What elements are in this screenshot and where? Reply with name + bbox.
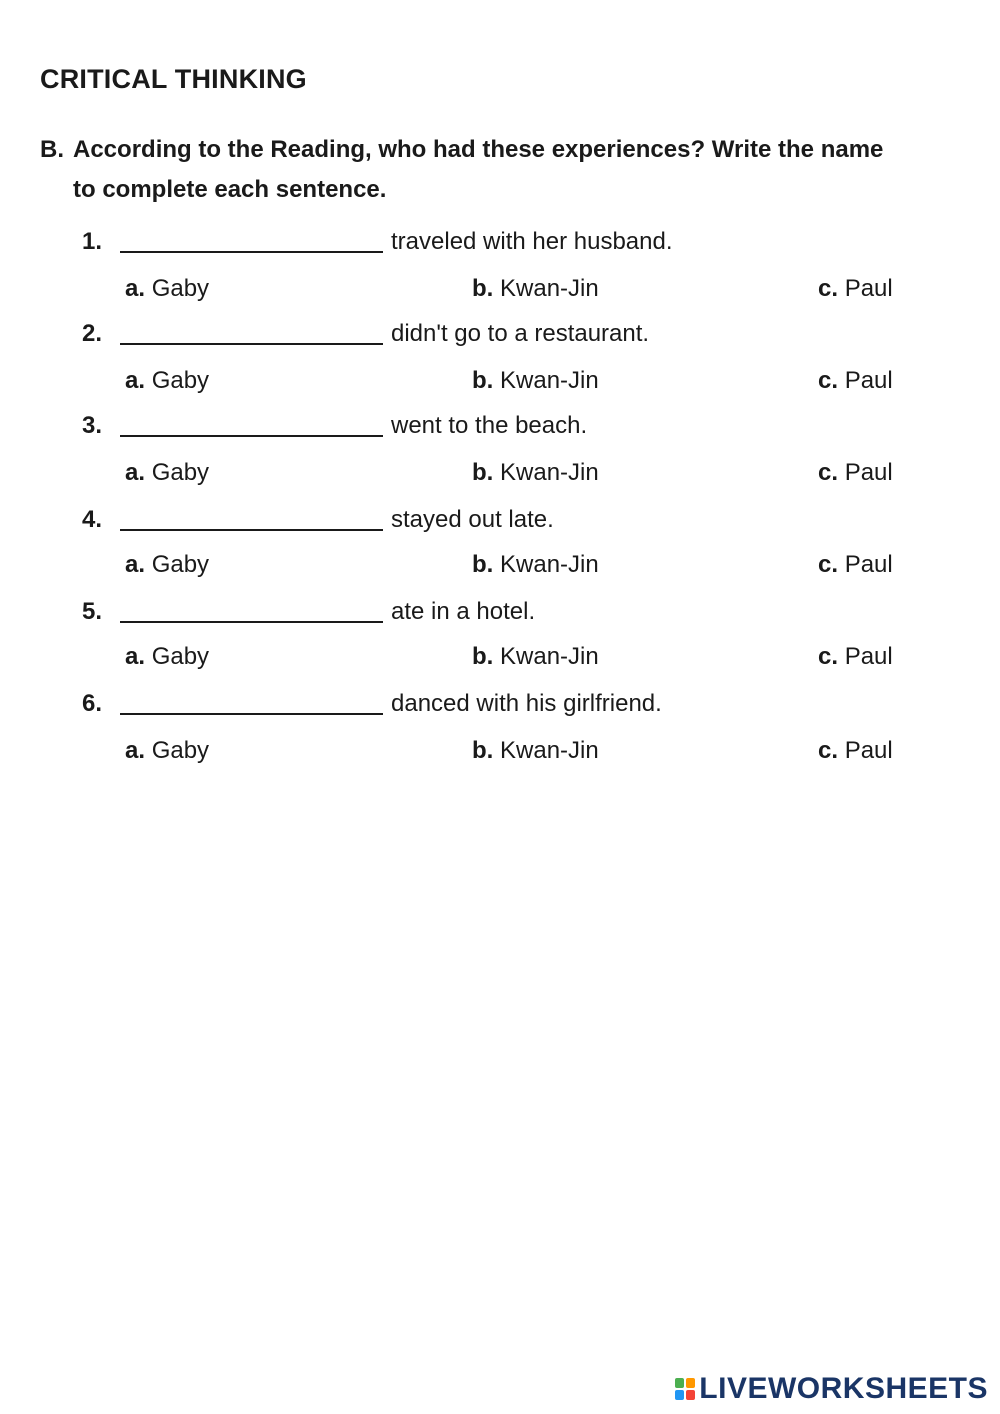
option-b[interactable] xyxy=(472,274,599,304)
option-text: Kwan-Jin xyxy=(500,459,599,486)
option-a[interactable] xyxy=(125,366,209,396)
option-letter: b. xyxy=(472,551,494,578)
option-text: Kwan-Jin xyxy=(500,367,599,394)
page-title: CRITICAL THINKING xyxy=(40,64,307,94)
option-letter: a. xyxy=(125,367,146,394)
question-stem: traveled with her husband. xyxy=(391,228,673,255)
option-letter: b. xyxy=(472,643,494,670)
logo-grid-icon xyxy=(675,1378,695,1400)
option-text: Gaby xyxy=(151,459,210,486)
option-b[interactable] xyxy=(472,736,599,766)
answer-blank[interactable] xyxy=(120,621,383,623)
option-text: Paul xyxy=(844,367,893,394)
option-letter: c. xyxy=(818,551,839,578)
option-a[interactable] xyxy=(125,458,209,488)
option-b[interactable] xyxy=(472,642,599,672)
liveworksheets-logo xyxy=(675,1374,988,1404)
logo-square-green xyxy=(675,1378,684,1388)
question-stem: didn't go to a restaurant. xyxy=(391,320,650,347)
logo-square-orange xyxy=(686,1378,695,1388)
option-text: Kwan-Jin xyxy=(500,551,599,578)
question-number: 2. xyxy=(82,320,103,347)
option-a[interactable] xyxy=(125,736,209,766)
section-letter: B. xyxy=(40,136,64,163)
option-letter: b. xyxy=(472,275,494,302)
option-c[interactable] xyxy=(818,366,893,396)
answer-blank[interactable] xyxy=(120,529,383,531)
question-stem: stayed out late. xyxy=(391,506,554,533)
option-text: Gaby xyxy=(151,551,210,578)
option-letter: c. xyxy=(818,643,839,670)
instructions xyxy=(40,130,980,210)
option-b[interactable] xyxy=(472,458,599,488)
answer-blank[interactable] xyxy=(120,713,383,715)
instruction-line-2: to complete each sentence. xyxy=(73,176,387,203)
answer-blank[interactable] xyxy=(120,343,383,345)
option-text: Paul xyxy=(844,551,893,578)
option-letter: a. xyxy=(125,459,146,486)
question-number: 4. xyxy=(82,506,103,533)
option-letter: c. xyxy=(818,737,839,764)
option-letter: a. xyxy=(125,643,146,670)
logo-square-blue xyxy=(675,1390,684,1400)
answer-blank[interactable] xyxy=(120,435,383,437)
option-a[interactable] xyxy=(125,550,209,580)
option-text: Paul xyxy=(844,459,893,486)
question-number: 3. xyxy=(82,412,103,439)
option-c[interactable] xyxy=(818,458,893,488)
option-text: Kwan-Jin xyxy=(500,275,599,302)
option-text: Kwan-Jin xyxy=(500,643,599,670)
option-text: Paul xyxy=(844,275,893,302)
option-c[interactable] xyxy=(818,274,893,304)
question-number: 1. xyxy=(82,228,103,255)
option-text: Paul xyxy=(844,737,893,764)
option-text: Paul xyxy=(844,643,893,670)
option-letter: c. xyxy=(818,275,839,302)
option-letter: b. xyxy=(472,459,494,486)
question-stem: ate in a hotel. xyxy=(391,598,536,625)
option-c[interactable] xyxy=(818,642,893,672)
option-text: Gaby xyxy=(151,737,210,764)
logo-square-red xyxy=(686,1390,695,1400)
option-letter: c. xyxy=(818,367,839,394)
question-stem: went to the beach. xyxy=(391,412,588,439)
option-letter: b. xyxy=(472,737,494,764)
option-letter: a. xyxy=(125,551,146,578)
option-letter: b. xyxy=(472,367,494,394)
option-c[interactable] xyxy=(818,550,893,580)
option-b[interactable] xyxy=(472,550,599,580)
option-c[interactable] xyxy=(818,736,893,766)
option-text: Gaby xyxy=(151,275,210,302)
question-number: 5. xyxy=(82,598,103,625)
option-text: Gaby xyxy=(151,367,210,394)
option-letter: c. xyxy=(818,459,839,486)
question-stem: danced with his girlfriend. xyxy=(391,690,662,717)
option-a[interactable] xyxy=(125,642,209,672)
option-b[interactable] xyxy=(472,366,599,396)
brand-name: LIVEWORKSHEETS xyxy=(699,1372,988,1405)
option-text: Gaby xyxy=(151,643,210,670)
option-text: Kwan-Jin xyxy=(500,737,599,764)
instruction-line-1: According to the Reading, who had these experiences? Write the name xyxy=(73,136,884,163)
option-a[interactable] xyxy=(125,274,209,304)
option-letter: a. xyxy=(125,275,146,302)
option-letter: a. xyxy=(125,737,146,764)
answer-blank[interactable] xyxy=(120,251,383,253)
question-number: 6. xyxy=(82,690,103,717)
